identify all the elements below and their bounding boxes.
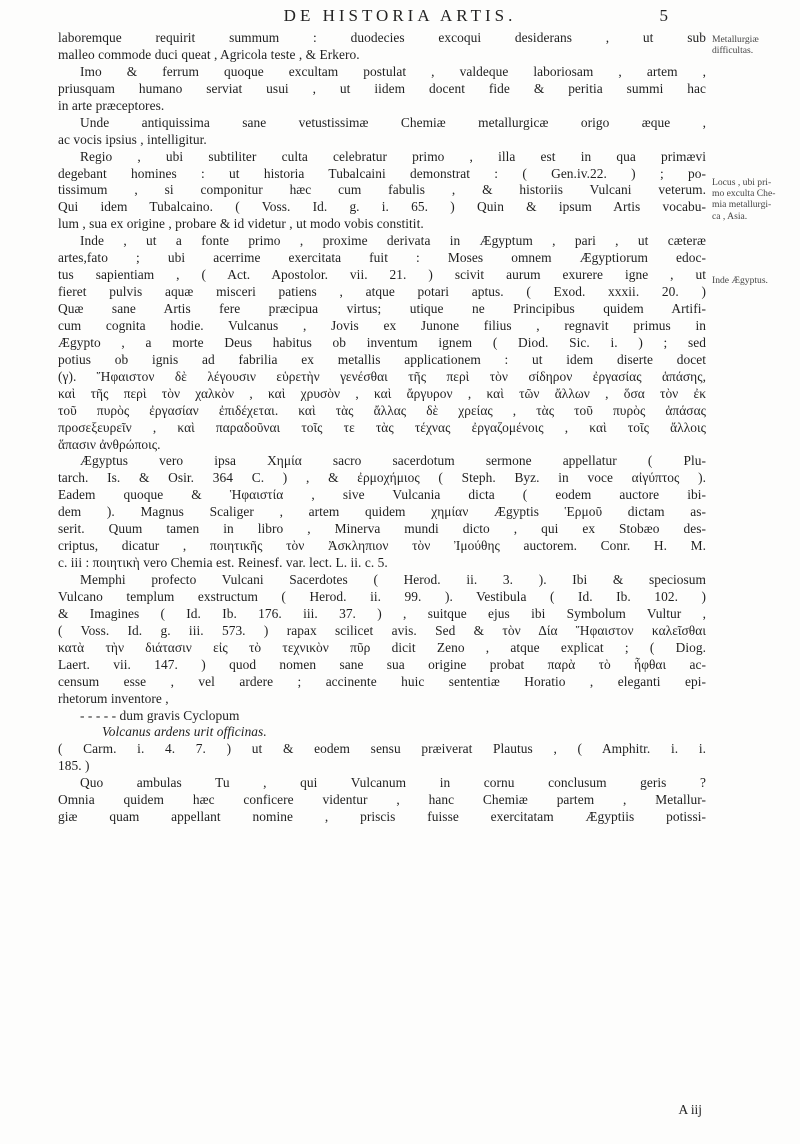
text-line: censum esse , vel ardere ; accinente huic sententiæ Horatio , eleganti epi-	[58, 673, 706, 689]
text-line: tarch. Is. & Osir. 364 C. ) , & ἐρμοχήμιος ( Steph. Byz. in voce αἰγύπτος ).	[58, 470, 706, 486]
text-line: ( Voss. Id. g. iii. 573. ) rapax scilicet avis. Sed & τὸν Δία Ἥφαιστον καλεῖσθαι	[58, 622, 706, 638]
text-line: Omnia quidem hæc conficere videntur , hanc Chemiæ partem , Metallur-	[58, 792, 706, 808]
text-line: tissimum , si componitur hæc cum fabulis , & historiis Vulcani veterum.	[58, 182, 706, 198]
text-line: Laert. vii. 147. ) quod nomen sane sua origine probat παρὰ τὸ ἧφθαι ac-	[58, 656, 706, 672]
text-line: Unde antiquissima sane vetustissimæ Chemiæ metallurgicæ origo æque ,	[80, 114, 706, 130]
margin-note-line: ca , Asia.	[712, 210, 748, 222]
page-header	[0, 4, 800, 26]
text-line: giæ quam appellant nomine , priscis fuisse exercitatam Ægyptiis potissi-	[58, 809, 706, 825]
margin-note-line: difficultas.	[712, 45, 754, 57]
running-head: DE HISTORIA ARTIS.	[283, 6, 517, 25]
text-line: Qui idem Tubalcaino. ( Voss. Id. g. i. 65. ) Quin & ipsum Artis vocabu-	[58, 199, 706, 215]
text-line: malleo commode duci queat , Agricola teste , & Erkero.	[58, 46, 360, 62]
text-line: cum cognita hodie. Vulcanus , Jovis ex Junone filius , regnavit primus in	[58, 317, 706, 333]
text-line: laboremque requirit summum : duodecies excoqui desiderans , ut sub	[58, 30, 706, 45]
text-line: degebant homines : ut historia Tubalcaini demonstrat : ( Gen.iv.22. ) ; po-	[58, 165, 706, 181]
text-line: priusquam humano serviat usui , ut iidem docent fide & peritia summi hac	[58, 80, 706, 96]
text-line: (γ). Ἥφαιστον δὲ λέγουσιν εὑρετὴν γενέσθαι τῆς περὶ τὸν σίδηρον ἐργασίας ἁπάσης,	[58, 368, 706, 384]
text-line: tus sapientiam , ( Act. Apostolor. vii. 21. ) scivit aurum exurere igne , ut	[58, 267, 706, 283]
text-line: Regio , ubi subtiliter culta celebratur primo , illa est in qua primævi	[80, 148, 706, 164]
catchword: A iij	[678, 1102, 702, 1117]
text-line: Quo ambulas Tu , qui Vulcanum in cornu conclusum geris ?	[80, 775, 706, 791]
margin-note-line: Metallurgiæ	[712, 34, 759, 45]
text-line: rhetorum inventore ,	[58, 690, 169, 706]
text-line: Volcanus ardens urit officinas.	[102, 724, 267, 740]
text-line: fieret pulvis aquæ misceri patiens , atque potari aptus. ( Exod. xxxii. 20. )	[58, 284, 706, 300]
margin-note	[712, 275, 798, 286]
text-line: Imo & ferrum quoque excultam postulat , valdeque laboriosam , artem ,	[80, 63, 706, 79]
margin-note-line: Locus , ubi pri-	[712, 177, 772, 188]
margin-note	[712, 177, 798, 222]
text-line: προσεξευρεῖν , καὶ παραδοῦναι τοῖς τε τὰς τέχνας ἐργαζομένοις , καὶ τοῖς ἄλλοις	[58, 419, 706, 435]
text-line: Memphi profecto Vulcani Sacerdotes ( Herod. ii. 3. ). Ibi & speciosum	[80, 572, 706, 587]
text-line: Quæ sane Artis fere præcipua virtus; utique ne Principibus quidem Artifi-	[58, 301, 706, 316]
text-line: ( Carm. i. 4. 7. ) ut & eodem sensu præiverat Plautus , ( Amphitr. i. i.	[58, 741, 706, 757]
text-line: τοῦ πυρὸς ἐργασίαν ἐπιδέχεται. καὶ τὰς ἄλλας δὲ χρείας , τὰς τοῦ πυρὸς ἁπάσας	[58, 402, 706, 418]
margin-note-line: mo exculta Che-	[712, 188, 776, 200]
text-line: - - - - - dum gravis Cyclopum	[80, 707, 240, 723]
text-line: Inde , ut a fonte primo , proxime derivata in Ægyptum , pari , ut cæteræ	[80, 233, 706, 249]
text-line: καὶ τῆς περὶ τὸν χαλκὸν , καὶ χρυσὸν , καὶ ἄργυρον , καὶ τῶν ἄλλων , ὅσα τὸν ἐκ	[58, 385, 706, 401]
text-line: dem ). Magnus Scaliger , artem quidem χημίαν Ægyptis Ἑρμοῦ dictam as-	[58, 504, 706, 520]
text-line: potius ob ignis ad fabrilia ex metallis applicationem : ut idem diserte docet	[58, 351, 706, 367]
margin-note-line: Inde Ægyptus.	[712, 275, 768, 286]
text-line: κατὰ τὴν διάτασιν εἰς τὸ τεχνικὸν πῦρ dicit Zeno , atque explicat ; ( Diog.	[58, 639, 706, 655]
text-line: & Imagines ( Id. Ib. 176. iii. 37. ) , suitque ejus ibi Symbolum Vultur ,	[58, 605, 706, 621]
text-line: artes,fato ; ubi acerrime exercitata fuit : Moses omnem Ægyptiorum edoc-	[58, 250, 706, 266]
page-number: 5	[659, 6, 668, 25]
text-line: 185. )	[58, 758, 90, 774]
text-line: c. iii : ποιητικὴ vero Chemia est. Reinesf. var. lect. L. ii. c. 5.	[58, 555, 388, 571]
text-line: Ægyptus vero ipsa Χημία sacro sacerdotum sermone appellatur ( Plu-	[80, 453, 706, 469]
text-line: lum , sua ex origine , probare & id videtur , ut modo vobis constitit.	[58, 216, 424, 232]
text-line: Ægypto , a morte Deus habitus ob inventum ignem ( Diod. Sic. i. ) ; sed	[58, 334, 706, 350]
margin-note-line: mia metallurgi-	[712, 199, 772, 211]
text-line: criptus, dicatur , ποιητικῆς τὸν Ἀσκληπιον τὸν Ἰμούθης auctorem. Conr. H. M.	[58, 538, 706, 554]
text-line: ἅπασιν ἀνθρώποις.	[58, 436, 161, 452]
margin-note	[712, 34, 798, 56]
text-line: Vulcano templum exstructum ( Herod. ii. 99. ). Vestibula ( Id. Ib. 102. )	[58, 588, 706, 604]
text-line: in arte præceptores.	[58, 97, 165, 113]
main-text-block	[58, 30, 706, 826]
text-line: serit. Quum tamen in libro , Minerva mundi dicto , qui ex Stobæo des-	[58, 521, 706, 537]
text-line: ac vocis ipsius , intelligitur.	[58, 131, 207, 147]
text-line: Eadem quoque & Ἡφαιστία , sive Vulcania dicta ( eodem auctore ibi-	[58, 487, 706, 503]
